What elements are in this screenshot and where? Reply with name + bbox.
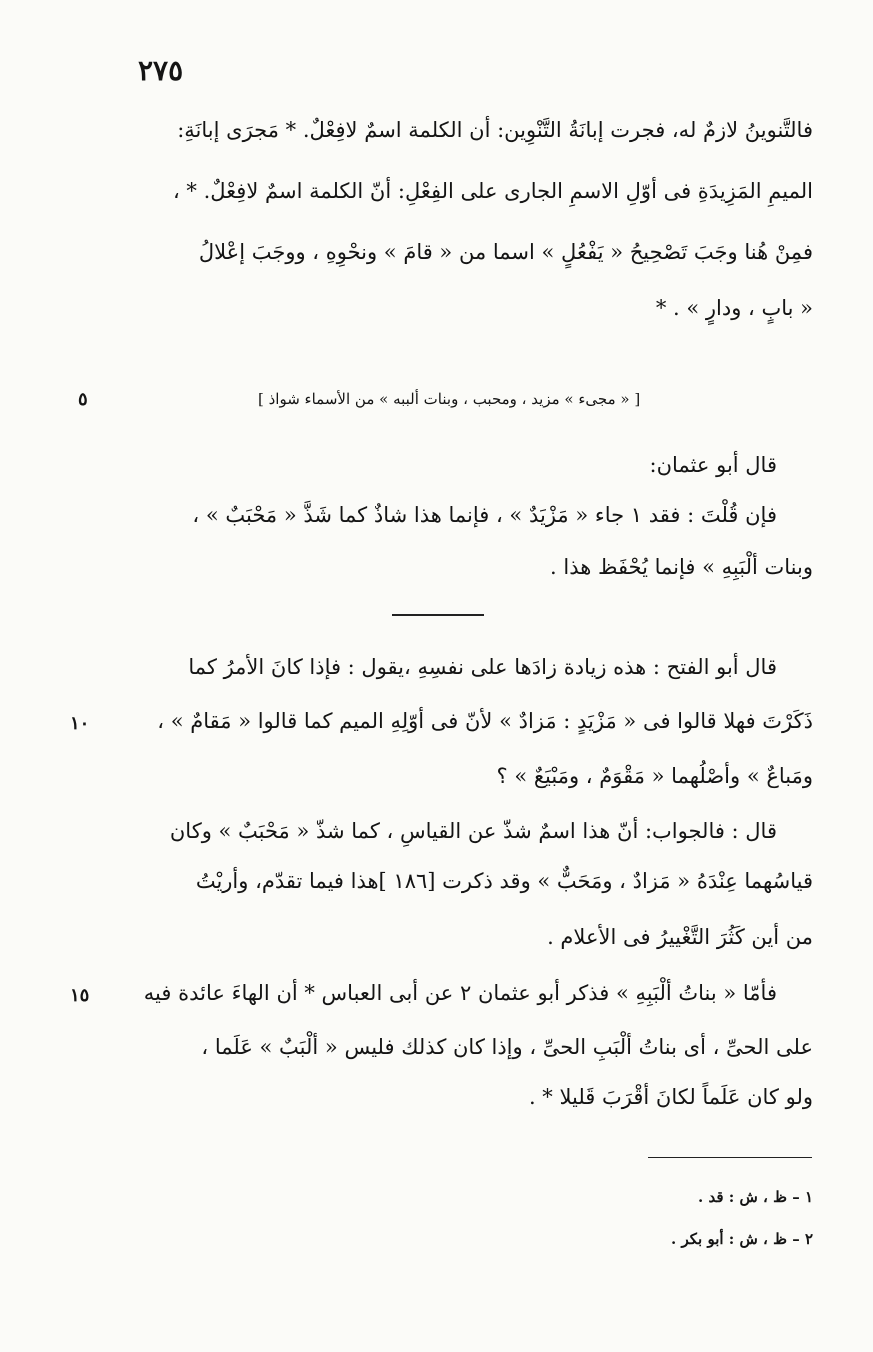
text-line: فالتَّنوينُ لازمٌ له، فجرت إبانَةُ التَّنْوِين: أن الكلمة اسمٌ لافِعْلٌ. * مَجرَى إبانَةِ: (177, 118, 813, 142)
text-line: الميمِ المَزِيدَةِ فى أوّلِ الاسمِ الجارى على الفِعْلِ: أنّ الكلمة اسمٌ لافِعْلٌ. * ، (172, 179, 813, 203)
text-line: قال أبو الفتح : هذه زيادة زادَها على نفسِهِ ،يقول : فإذا كانَ الأمرُ كما (188, 655, 777, 679)
footnote: ١ – ظ ، ش : قد . (698, 1188, 813, 1206)
text-line: ومَباعٌ » وأصْلُهما « مَقْوَمٌ ، ومَبْيَعٌ » ؟ (496, 764, 813, 788)
text-line: من أين كَثُرَ التَّغْييرُ فى الأعلام . (547, 925, 813, 949)
text-line: فإن قُلْتَ : فقد ١ جاء « مَزْيَدٌ » ، فإنما هذا شاذٌ كما شَذَّ « مَحْبَبٌ » ، (192, 503, 777, 527)
page-number: ٢٧٥ (138, 54, 184, 87)
section-heading: [ « مجىء » مزيد ، ومحبب ، وبنات ألببه » من الأسماء شواذ ] (258, 390, 641, 408)
line-number-10: ١٠ (70, 713, 90, 734)
text-line: قال : فالجواب: أنّ هذا اسمٌ شذّ عن القياسِ ، كما شذّ « مَحْبَبٌ » وكان (169, 819, 777, 843)
text-line: فأمّا « بناتُ ألْبَبِهِ » فذكر أبو عثمان ٢ عن أبى العباس * أن الهاءَ عائدة فيه (143, 981, 777, 1005)
text-line: وبنات ألْبَبِهِ » فإنما يُحْفَظ هذا . (550, 555, 813, 579)
line-number-5: ٥ (78, 389, 88, 410)
footnote-divider (648, 1157, 812, 1158)
section-divider (392, 614, 484, 616)
text-line: على الحىِّ ، أى بناتُ ألْبَبِ الحىِّ ، وإذا كان كذلك فليس « ألْبَبٌ » عَلَما ، (201, 1035, 813, 1059)
text-line: قال أبو عثمان: (649, 453, 777, 477)
text-line: فمِنْ هُنا وجَبَ تَصْحِيحُ « يَفْعُلٍ » اسما من « قامَ » ونحْوِهِ ، ووجَبَ إعْلالُ (198, 240, 813, 264)
text-line: « بابٍ ، ودارٍ » . * (655, 296, 813, 320)
footnote: ٢ – ظ ، ش : أبو بكر . (671, 1230, 813, 1248)
text-line: ذَكَرْتَ فهلا قالوا فى « مَزْيَدٍ : مَزادٌ » لأنّ فى أوّلِهِ الميم كما قالوا « مَقامٌ » ، (157, 709, 813, 733)
text-line: قياسُهما عِنْدَهُ « مَزادٌ ، ومَحَبٌّ » وقد ذكرت [١٨٦ ]هذا فيما تقدّم، وأريْتُ (195, 869, 813, 893)
text-line: ولو كان عَلَماً لكانَ أقْرَبَ قَليلا * . (528, 1085, 813, 1109)
line-number-15: ١٥ (70, 985, 90, 1006)
